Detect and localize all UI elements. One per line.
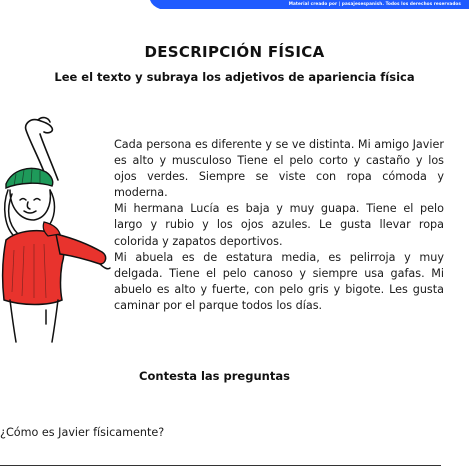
credit-text: Material creado por | pasajesespanish. Todos los derechos reservados <box>288 1 461 6</box>
question-1: ¿Cómo es Javier físicamente? <box>0 426 165 439</box>
reading-passage <box>114 137 444 314</box>
paragraph-lucia: Mi hermana Lucía es baja y muy guapa. Tiene el pelo largo y rubio y los ojos azules. Le gusta llevar ropa colorida y zapatos deportivos. <box>114 202 444 248</box>
paragraph-javier: Cada persona es diferente y se ve distinta. Mi amigo Javier es alto y musculoso Tiene el pelo corto y castaño y los ojos verdes. Siempre se viste con ropa cómoda y moderna. <box>114 138 444 200</box>
paragraph-abuelos: Mi abuela es de estatura media, es pelirroja y muy delgada. Tiene el pelo canoso y siempre usa gafas. Mi abuelo es alto y fuerte, con pelo gris y bigote. Les gusta caminar por el parque todos los días. <box>114 250 444 312</box>
instruction-text: Lee el texto y subraya los adjetivos de apariencia física <box>54 70 415 84</box>
page-title: DESCRIPCIÓN FÍSICA <box>144 43 325 61</box>
top-banner <box>0 0 469 9</box>
questions-heading: Contesta las preguntas <box>139 369 290 383</box>
person-stretching-illustration <box>0 110 112 345</box>
answer-line[interactable] <box>0 465 441 466</box>
